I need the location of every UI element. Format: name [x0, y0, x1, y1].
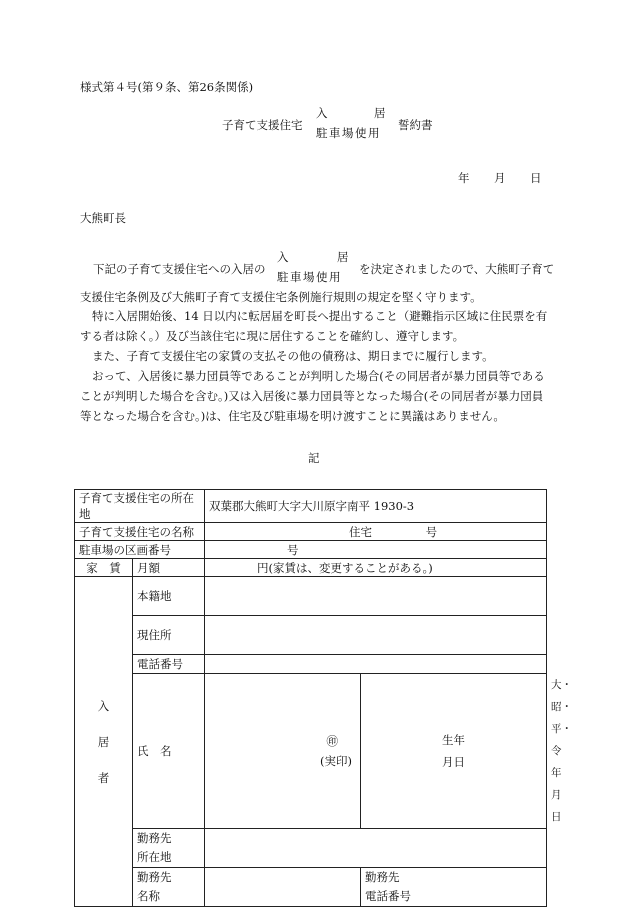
address-field[interactable] — [205, 616, 547, 655]
phone-label: 電話番号 — [133, 655, 205, 674]
house-name-unit-1: 住宅 — [349, 524, 372, 539]
location-value: 双葉郡大熊町大字大川原字南平 1930-3 — [205, 490, 547, 523]
p1-before: 下記の子育て支援住宅への入居の — [93, 262, 266, 276]
address-label: 現住所 — [133, 616, 205, 655]
seal-mark: ㊞ — [326, 734, 338, 748]
work-phone-label-line-1: 勤務先 — [365, 870, 400, 884]
birth-label-line-1: 生年 — [442, 733, 465, 747]
work-name-label — [133, 868, 205, 907]
resident-label — [75, 577, 133, 907]
title-suffix: 誓約書 — [398, 118, 433, 132]
domicile-field[interactable] — [205, 577, 547, 616]
p1-line2: 支援住宅条例及び大熊町子育て支援住宅条例施行規則の規定を堅く守ります。 — [80, 290, 482, 304]
birth-label — [361, 674, 547, 829]
resident-label-char-3: 者 — [97, 770, 110, 785]
p1-after: を決定されましたので、大熊町子育て — [359, 262, 555, 276]
body-paragraph-4: おって、入居後に暴力団員等であることが判明した場合(その同居者が暴力団員等であることが判明した場合を含む。)又は入居後に暴力団員等となった場合(その同居者が暴力団員等となった場合を含む。)は、住宅及び駐車場を明け渡すことに異議はありません。 — [80, 369, 545, 423]
title-option-top-left: 入 — [316, 106, 328, 120]
name-label: 氏 名 — [133, 674, 205, 829]
work-address-label-line-2: 所在地 — [137, 850, 172, 864]
house-name-field[interactable] — [205, 523, 547, 541]
rent-label: 家 賃 — [75, 559, 133, 577]
phone-field[interactable] — [205, 655, 547, 674]
resident-info-table: 子育て支援住宅の所在地 双葉郡大熊町大字大川原字南平 1930-3 子育て支援住宅の名称 住宅 号 駐車場の区画番号 号 家 賃 月額 円(家賃は、変更することがある。) 入 居 者 本籍地 現住所 電話番号 氏 名 ㊞ (実印) 生年 月日 大・昭・平・令 年 月 日 勤務先 所在地 勤務先 名称 勤務先 電話番号 — [74, 489, 547, 907]
rent-note: 円(家賃は、変更することがある。) — [257, 560, 433, 575]
work-address-label — [133, 829, 205, 868]
date-year: 年 — [458, 171, 470, 185]
title-option-bottom: 駐車場使用 — [316, 126, 381, 140]
birth-label-line-2: 月日 — [442, 755, 465, 769]
name-field[interactable] — [205, 674, 361, 829]
work-name-label-line-2: 名称 — [137, 889, 160, 903]
domicile-label: 本籍地 — [133, 577, 205, 616]
house-name-unit-2: 号 — [425, 524, 438, 539]
rent-field[interactable] — [205, 559, 547, 577]
work-name-field[interactable] — [205, 868, 361, 907]
resident-label-char-1: 入 — [97, 698, 110, 713]
parking-unit: 号 — [287, 542, 299, 557]
body-text — [80, 306, 550, 426]
date-month: 月 — [494, 171, 506, 185]
parking-label: 駐車場の区画番号 — [75, 541, 205, 559]
body-paragraph-3: また、子育て支援住宅の家賃の支払その他の債務は、期日までに履行します。 — [92, 349, 494, 363]
work-name-label-line-1: 勤務先 — [137, 870, 172, 884]
ki-heading: 記 — [308, 451, 320, 465]
title-prefix: 子育て支援住宅 — [222, 118, 303, 132]
location-label: 子育て支援住宅の所在地 — [75, 490, 205, 523]
house-name-label: 子育て支援住宅の名称 — [75, 523, 205, 541]
work-address-field[interactable] — [205, 829, 547, 868]
work-phone-label — [361, 868, 547, 907]
form-number: 様式第４号(第９条、第26条関係) — [80, 80, 254, 94]
addressee: 大熊町長 — [80, 211, 126, 225]
body-paragraph-2: 特に入居開始後、14 日以内に転居届を町長へ提出すること（避難指示区域に住民票を有する者は除く。）及び当該住宅に現に居住することを確約し、遵守します。 — [80, 309, 548, 343]
resident-label-char-2: 居 — [97, 734, 110, 749]
title-option-top-right: 居 — [374, 106, 386, 120]
parking-field[interactable] — [205, 541, 547, 559]
rent-monthly-label: 月額 — [133, 559, 205, 577]
p1-option-top-left: 入 — [277, 250, 289, 264]
seal-note: (実印) — [320, 754, 352, 768]
p1-option-bottom: 駐車場使用 — [277, 270, 342, 284]
p1-option-top-right: 居 — [337, 250, 349, 264]
work-address-label-line-1: 勤務先 — [137, 831, 172, 845]
work-phone-label-line-2: 電話番号 — [365, 889, 411, 903]
date-day: 日 — [530, 171, 542, 185]
